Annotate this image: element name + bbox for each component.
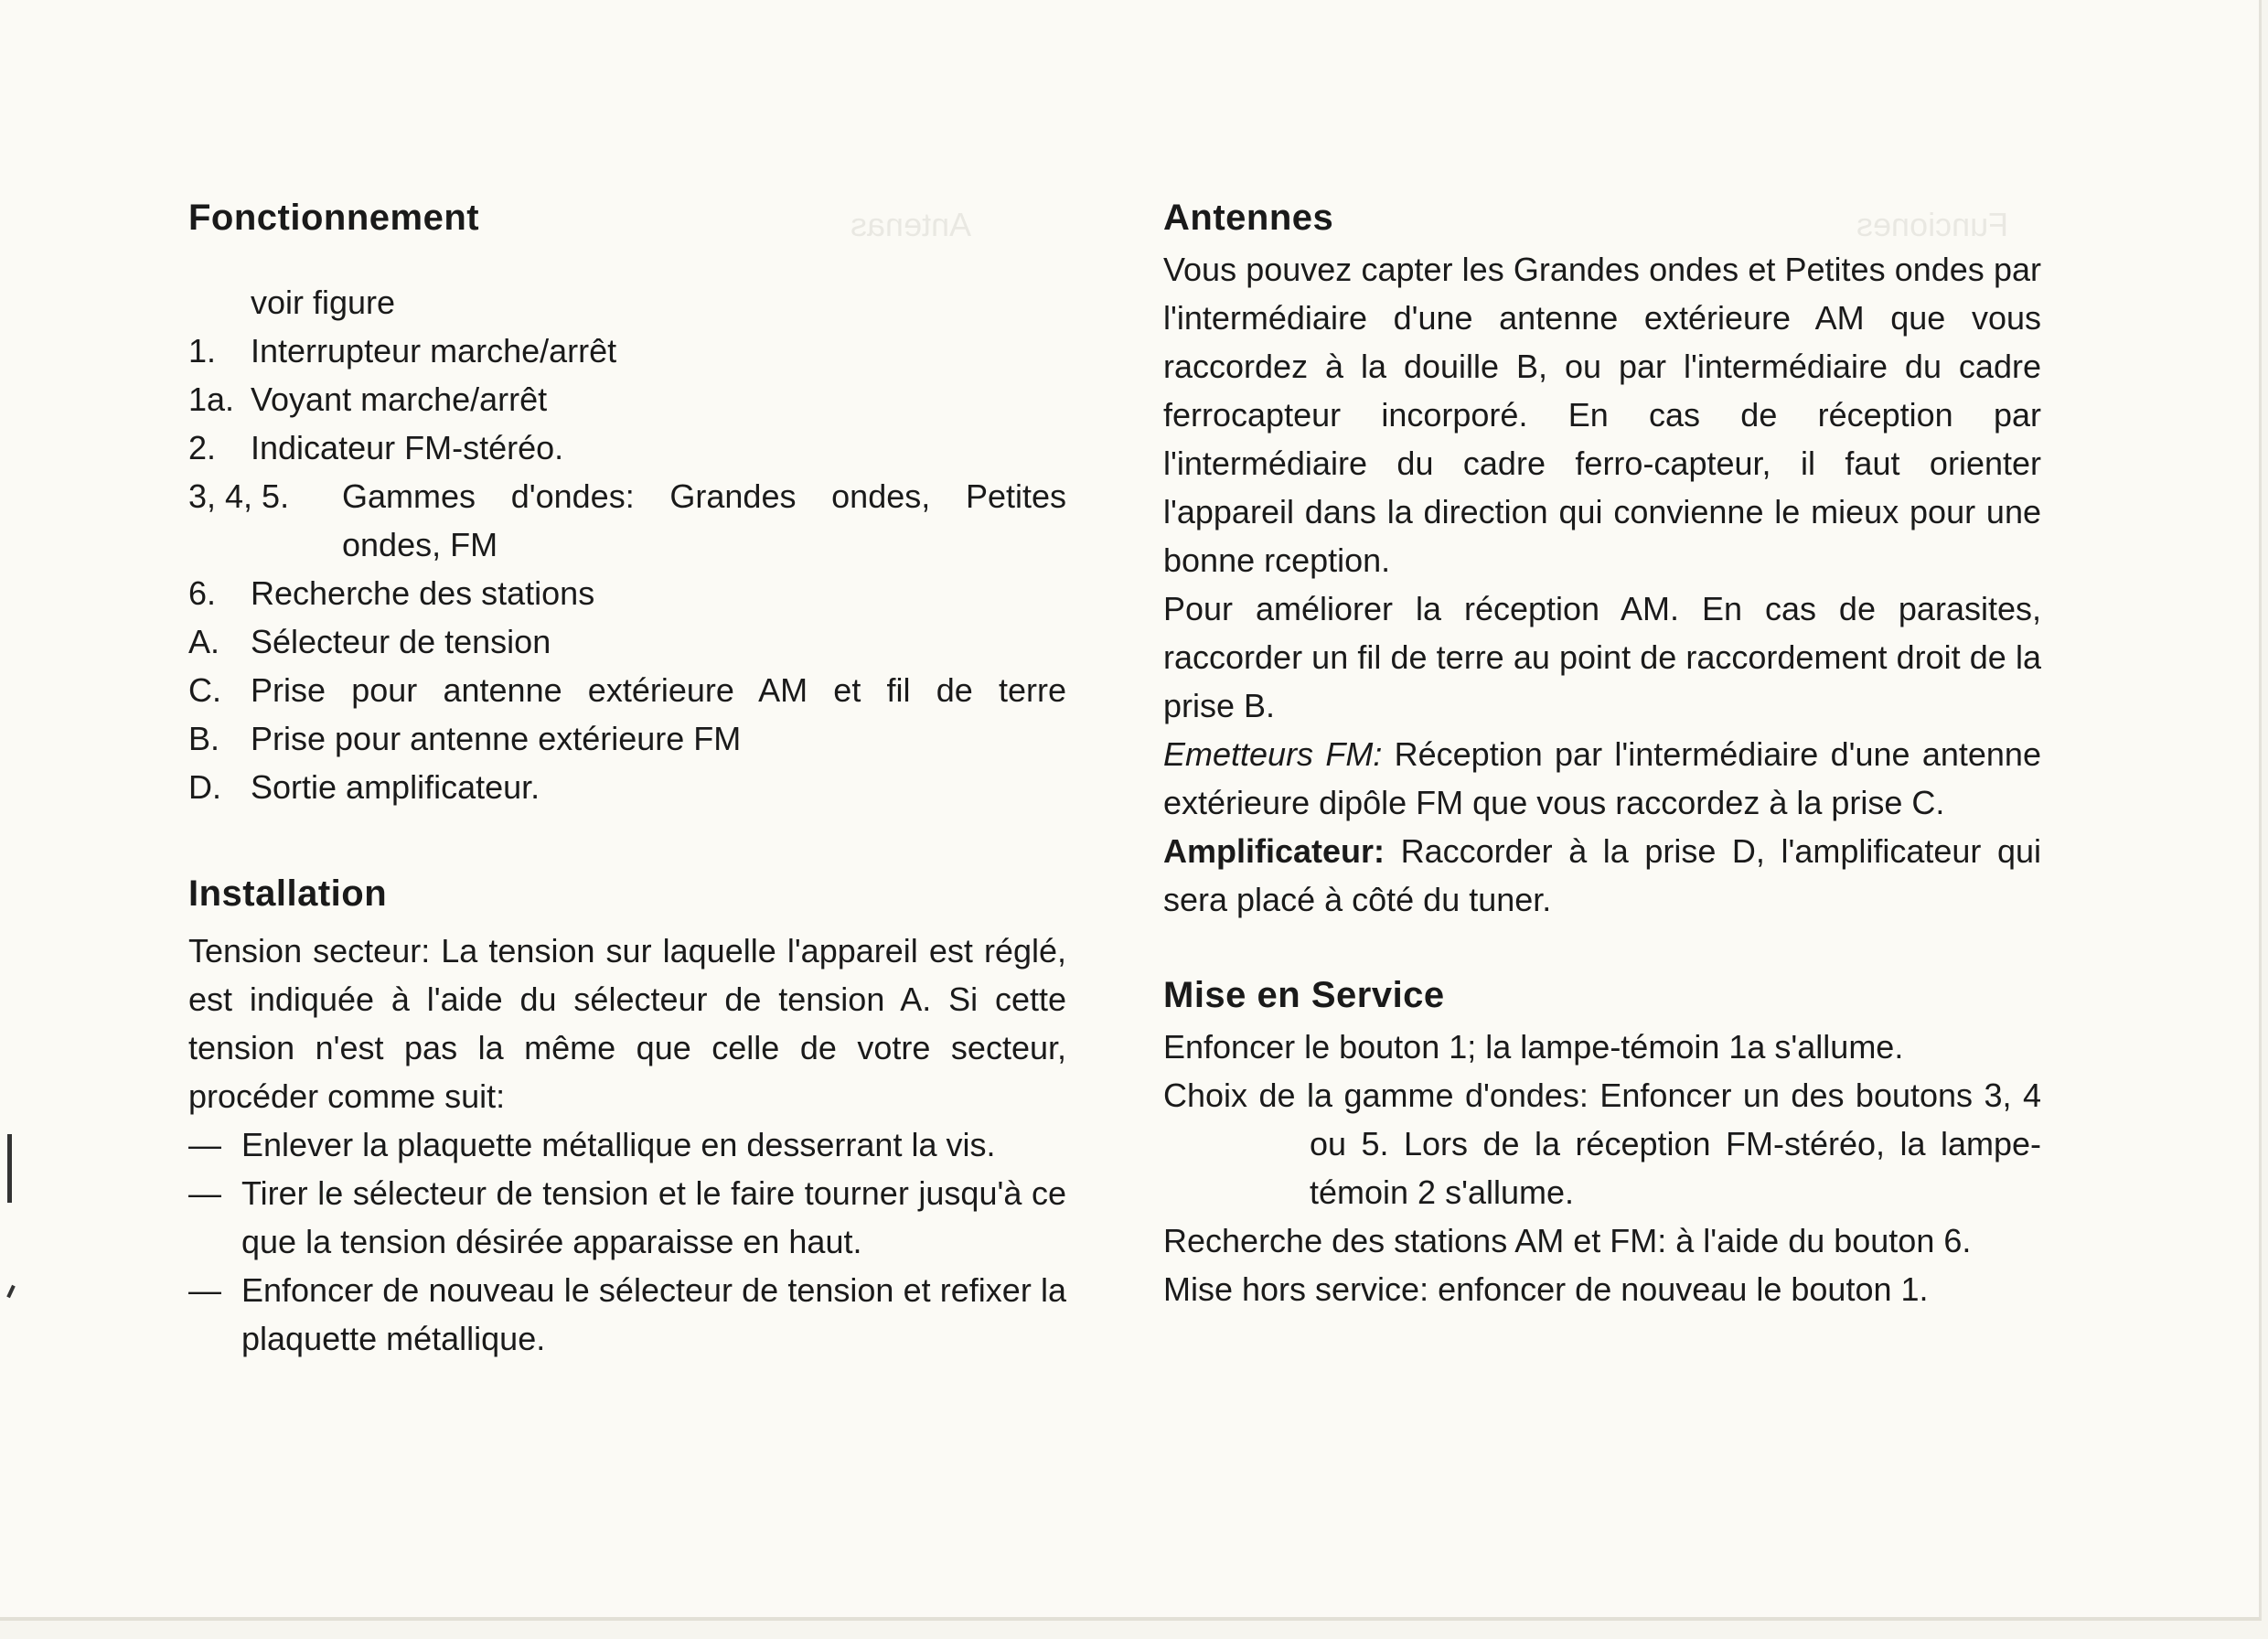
- list-item: A. Sélecteur de tension: [188, 623, 551, 660]
- heading-installation: Installation: [188, 873, 388, 914]
- scan-edge-mark: [6, 1285, 16, 1298]
- amplifier-text: Raccorder à la prise D, l'amplificateur qui sera placé à côté du tuner.: [1163, 832, 2041, 918]
- heading-antennas: Antennes: [1163, 198, 1334, 238]
- bleed-through-text: Funciones: [1856, 206, 2009, 243]
- bleed-through-text: Antenas: [850, 206, 972, 243]
- see-figure-note: voir figure: [251, 284, 396, 321]
- fm-paragraph: [1163, 730, 2041, 827]
- list-item: D. Sortie amplificateur.: [188, 768, 540, 806]
- list-item: 1. Interrupteur marche/arrêt: [188, 332, 617, 370]
- installation-steps: [188, 1120, 1066, 1363]
- antennas-paragraph: Pour améliorer la réception AM. En cas de parasites, raccorder un fil de terre au point de raccordement droit de la prise B.: [1163, 590, 2041, 724]
- list-item: 6. Recherche des stations: [188, 574, 595, 612]
- heading-operation: Fonctionnement: [188, 198, 480, 238]
- right-column: [1163, 190, 2041, 1313]
- list-item: 3, 4, 5. Gammes d'ondes: Grandes ondes, Petites ondes, FM: [188, 477, 1066, 563]
- service-line: Recherche des stations AM et FM: à l'aide du bouton 6.: [1163, 1222, 1972, 1259]
- list-item: — Enfoncer de nouveau le sélecteur de tension et refixer la plaquette métallique.: [188, 1271, 1066, 1357]
- amplifier-label: Amplificateur:: [1163, 832, 1385, 870]
- service-line: Mise hors service: enfoncer de nouveau le bouton 1.: [1163, 1270, 1929, 1308]
- list-item: B. Prise pour antenne extérieure FM: [188, 720, 742, 757]
- heading-service: Mise en Service: [1163, 975, 1445, 1015]
- antennas-paragraph: Vous pouvez capter les Grandes ondes et Petites ondes par l'intermédiaire d'une antenne extérieure AM que vous raccordez à la douille B, ou par l'intermédiaire du cadre ferrocapteur incorporé. En cas de réception par l'intermédiaire du cadre ferro-capteur, il faut orienter l'appareil dans la direction qui convienne le mieux pour une bonne rception.: [1163, 251, 2041, 579]
- installation-text: Tension secteur: La tension sur laquelle l'appareil est réglé, est indiquée à l'aide du sélecteur de tension A. Si cette tension n'est pas la même que celle de votre secteur, procéder comme suit:: [188, 932, 1066, 1115]
- amplifier-paragraph: [1163, 827, 2041, 924]
- left-column: [188, 190, 1066, 1363]
- scan-edge-mark: [7, 1134, 12, 1203]
- controls-list: [188, 327, 1066, 811]
- list-item: C. Prise pour antenne extérieure AM et fil de terre: [188, 671, 1066, 709]
- service-line: Enfoncer le bouton 1; la lampe-témoin 1a s'allume.: [1163, 1028, 1904, 1066]
- list-item: 2. Indicateur FM-stéréo.: [188, 429, 564, 466]
- list-item: — Enlever la plaquette métallique en desserrant la vis.: [188, 1126, 996, 1163]
- list-item: 1a. Voyant marche/arrêt: [188, 380, 548, 418]
- service-line: Choix de la gamme d'ondes: Enfoncer un des boutons 3, 4 ou 5. Lors de la réception FM-stéréo, la lampe-témoin 2 s'allume.: [1163, 1077, 2041, 1211]
- fm-text: Réception par l'intermédiaire d'une antenne extérieure dipôle FM que vous raccordez à la prise C.: [1163, 735, 2041, 821]
- fm-label: Emetteurs FM:: [1163, 735, 1383, 773]
- list-item: — Tirer le sélecteur de tension et le faire tourner jusqu'à ce que la tension désirée apparaisse en haut.: [188, 1174, 1066, 1260]
